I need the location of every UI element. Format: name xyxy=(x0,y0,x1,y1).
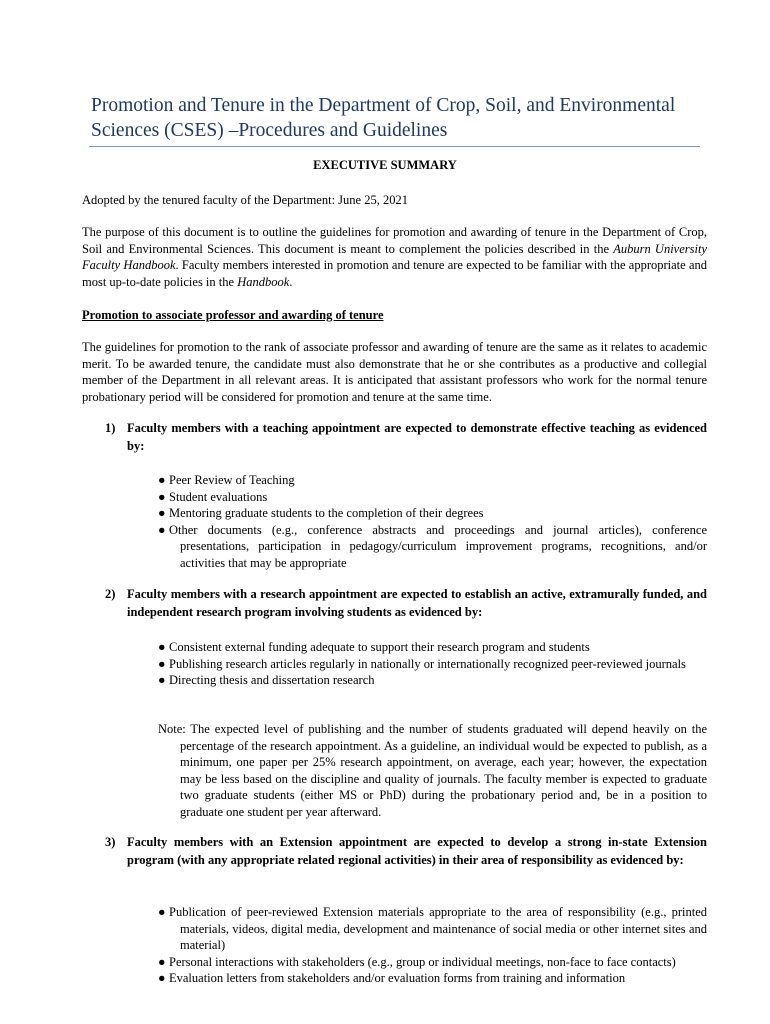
section-heading-text: Promotion to associate professor and awarding of tenure xyxy=(82,308,384,322)
faculty-handbook-title: Auburn University Faculty Handbook xyxy=(82,241,707,273)
purpose-text-2: . Faculty members interested in promotion and tenure are expected to be familiar with the appropriate and most up-to-date policies in the xyxy=(82,258,707,289)
list-item: ● Publishing research articles regularly in nationally or internationally recognized peer-reviewed journals xyxy=(158,656,686,671)
item-number: 1) xyxy=(105,421,116,435)
list-item: ● Directing thesis and dissertation research xyxy=(158,673,375,688)
adoption-date: Adopted by the tenured faculty of the Department: June 25, 2021 xyxy=(82,193,408,207)
bullet-icon: ● xyxy=(158,656,166,671)
list-item: ● Student evaluations xyxy=(158,489,268,504)
bullet-icon: ● xyxy=(158,971,166,986)
teaching-bullet-list xyxy=(158,472,707,572)
list-item: ● Other documents (e.g., conference abstracts and proceedings and journal articles), conference presentations, participation in pedagogy/curriculum improvement programs, recognitions, and/or activities that may be appropriate xyxy=(158,522,707,570)
item-heading: Faculty members with a teaching appointment are expected to demonstrate effective teaching as evidenced by: xyxy=(127,421,707,453)
bullet-icon: ● xyxy=(158,905,166,919)
teaching-item xyxy=(105,420,707,455)
research-item xyxy=(105,586,707,621)
section-heading xyxy=(82,307,707,324)
item-number: 3) xyxy=(105,835,116,849)
bullet-icon: ● xyxy=(158,640,166,654)
item-heading: Faculty members with a research appointment are expected to establish an active, extramurally funded, and independent research program involving students as evidenced by: xyxy=(127,587,707,619)
list-item: ● Mentoring graduate students to the completion of their degrees xyxy=(158,506,484,521)
extension-item xyxy=(105,834,707,869)
list-item: ● Peer Review of Teaching xyxy=(158,473,295,487)
research-note: Note: The expected level of publishing and the number of students graduated will depend heavily on the percentage of the research appointment. As a guideline, an individual would be expected to publish, as a minimum, one paper per 25% research appointment, on average, each year; however, the expectation may be less based on the discipline and quality of journals. The faculty member is expected to graduate two graduate students (either MS or PhD) during the probationary period and, be in a position to graduate one student per year afterward. xyxy=(158,722,707,819)
item-heading: Faculty members with an Extension appointment are expected to develop a strong in-state Extension program (with any appropriate related regional activities) in their area of responsibility as evidenced by: xyxy=(127,835,707,867)
executive-summary-heading: EXECUTIVE SUMMARY xyxy=(313,158,457,172)
bullet-icon: ● xyxy=(158,673,166,688)
bullet-icon: ● xyxy=(158,473,166,487)
item-number: 2) xyxy=(105,587,116,601)
bullet-icon: ● xyxy=(158,522,166,537)
purpose-text-3: . xyxy=(289,274,293,289)
list-item: ● Consistent external funding adequate to support their research program and students xyxy=(158,640,590,654)
handbook-reference: Handbook xyxy=(237,274,290,289)
guidelines-paragraph: The guidelines for promotion to the rank of associate professor and awarding of tenure are the same as it relates to academic merit. To be awarded tenure, the candidate must also demonstrate that he or she contributes as a productive and collegial member of the Department in all relevant areas. It is anticipated that assistant professors who work for the normal tenure probationary period will be considered for promotion and tenure at the same time. xyxy=(82,340,707,404)
purpose-paragraph xyxy=(82,224,707,290)
bullet-icon: ● xyxy=(158,954,166,969)
list-item: ● Evaluation letters from stakeholders and/or evaluation forms from training and information xyxy=(158,971,626,986)
list-item: ● Publication of peer-reviewed Extension materials appropriate to the area of responsibility (e.g., printed materials, videos, digital media, development and maintenance of social media or other internet sites and material) xyxy=(158,905,707,953)
purpose-text-1: The purpose of this document is to outline the guidelines for promotion and awarding of tenure in the Department of Crop, Soil and Environmental Sciences. This document is meant to complement the policies described in the xyxy=(82,225,707,256)
extension-bullet-list xyxy=(158,904,707,987)
title-divider xyxy=(89,146,700,147)
bullet-icon: ● xyxy=(158,489,166,504)
research-bullet-list xyxy=(158,639,707,689)
list-item: ● Personal interactions with stakeholders (e.g., group or individual meetings, non-face to face contacts) xyxy=(158,954,676,969)
document-title: Promotion and Tenure in the Department of Crop, Soil, and Environmental Sciences (CSES) –Procedures and Guidelines xyxy=(91,95,676,141)
bullet-icon: ● xyxy=(158,506,166,521)
